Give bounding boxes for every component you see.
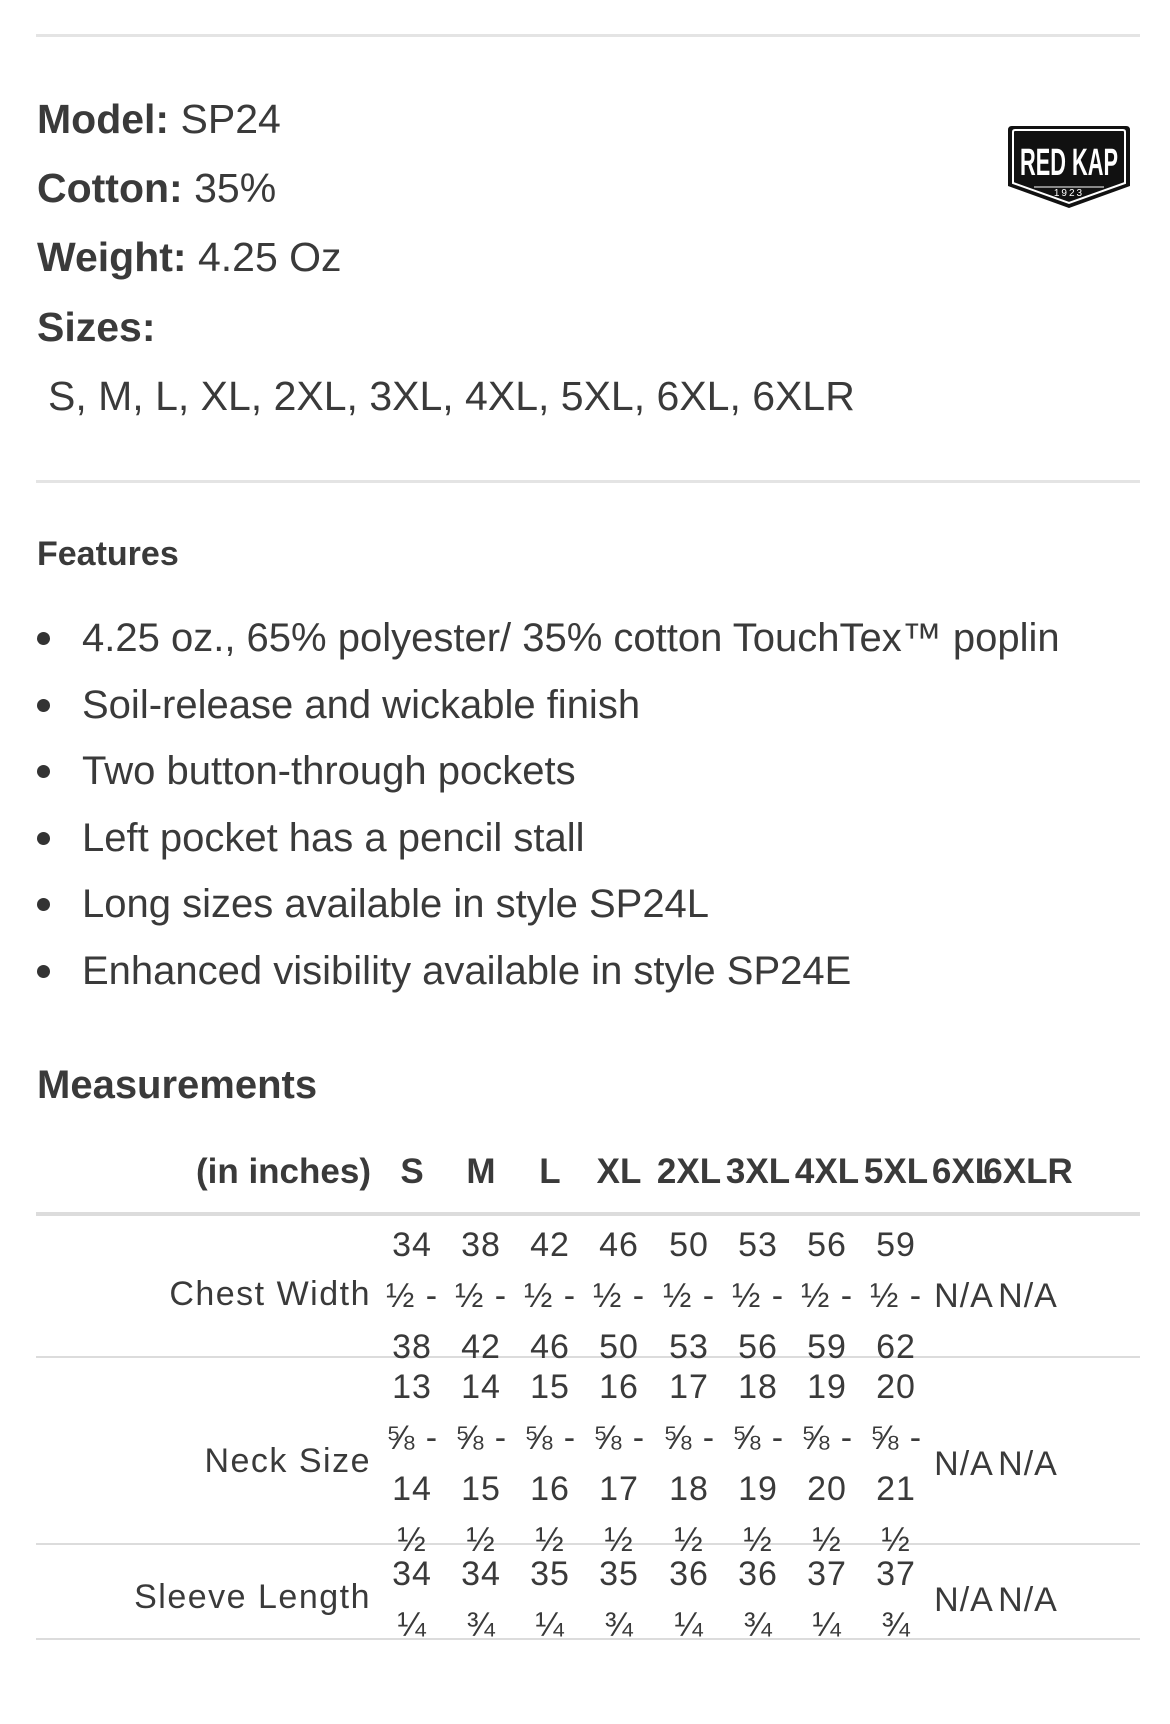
measurement-cell-line: 18 (738, 1368, 778, 1406)
measurement-cell-line: ½ - (869, 1277, 923, 1315)
size-column-header: 6XLR (983, 1152, 1073, 1191)
measurement-cell (929, 1439, 999, 1490)
measurement-cell-line: ¼ (535, 1606, 565, 1644)
spec-sizes (37, 302, 156, 352)
logo-year: 1923 (1053, 188, 1085, 199)
top-divider (36, 34, 1140, 37)
measurement-cell-line: ½ (674, 1521, 704, 1559)
measurement-cell-line: ½ (881, 1521, 911, 1559)
measurement-cell-line: ⅝ - (454, 1419, 508, 1457)
measurement-cell-line: 53 (669, 1328, 709, 1366)
measurement-cell-line: 46 (530, 1328, 570, 1366)
measurement-cell (584, 1362, 654, 1566)
measurement-cell-line: ½ - (523, 1277, 577, 1315)
measurement-cell-line: 36 (738, 1555, 778, 1593)
measurement-cell (377, 1220, 447, 1373)
size-column-header: 4XL (794, 1152, 860, 1191)
spec-model (37, 94, 281, 144)
measurement-cell-line: ⅝ - (592, 1419, 646, 1457)
measurement-cell-line: 59 (807, 1328, 847, 1366)
measurement-cell-line: ¼ (812, 1606, 842, 1644)
measurement-cell-line: ¼ (674, 1606, 704, 1644)
spec-model-label: Model: (37, 96, 170, 142)
measurement-cell-line: 42 (530, 1226, 570, 1264)
measurement-cell (654, 1549, 724, 1651)
spec-sizes-label: Sizes: (37, 304, 156, 350)
measurement-cell (654, 1220, 724, 1373)
measurement-cell-line: ⅝ - (523, 1419, 577, 1457)
measurement-cell-line: ½ - (731, 1277, 785, 1315)
measurement-cell-line: N/A (998, 1444, 1058, 1483)
measurement-cell (584, 1549, 654, 1651)
measurement-cell-line: 18 (669, 1470, 709, 1508)
measurement-cell (584, 1220, 654, 1373)
bullet-icon (37, 832, 50, 845)
spec-weight (37, 232, 342, 282)
measurement-cell (377, 1549, 447, 1651)
measurement-cell-line: 20 (807, 1470, 847, 1508)
feature-item: Enhanced visibility available in style SP24E (37, 946, 1060, 1013)
size-column-header: L (539, 1152, 561, 1191)
measurement-cell-line: 37 (876, 1555, 916, 1593)
measurement-cell-line: ¼ (397, 1606, 427, 1644)
measurement-cell-line: 56 (738, 1328, 778, 1366)
measurement-cell-line: 38 (461, 1226, 501, 1264)
measurement-cell-line: ½ - (454, 1277, 508, 1315)
measurement-cell (723, 1220, 793, 1373)
measurement-cell (723, 1362, 793, 1566)
measurement-cell (861, 1549, 931, 1651)
bullet-icon (37, 699, 50, 712)
features-list (37, 613, 1060, 1012)
measurement-cell (377, 1362, 447, 1566)
measurement-cell-line: ½ - (592, 1277, 646, 1315)
bullet-icon (37, 898, 50, 911)
measurement-cell (861, 1220, 931, 1373)
measurement-cell-line: 62 (876, 1328, 916, 1366)
sizes-list: S, M, L, XL, 2XL, 3XL, 4XL, 5XL, 6XL, 6XLR (48, 373, 855, 419)
row-label: Chest Width (169, 1274, 371, 1313)
measurement-cell-line: 34 (392, 1555, 432, 1593)
measurement-cell-line: 20 (876, 1368, 916, 1406)
measurement-cell-line: 17 (599, 1470, 639, 1508)
measurement-cell-line: ¾ (881, 1606, 911, 1644)
measurement-cell-line: 34 (392, 1226, 432, 1264)
row-label: Neck Size (204, 1442, 371, 1480)
measurement-cell (515, 1362, 585, 1566)
measurement-cell (446, 1362, 516, 1566)
measurement-cell-line: N/A (998, 1277, 1058, 1315)
size-column-header: 2XL (656, 1152, 722, 1191)
measurement-cell-line: ¾ (743, 1606, 773, 1644)
measurement-cell-line: 14 (392, 1470, 432, 1508)
measurement-cell-line: 59 (876, 1226, 916, 1264)
measurement-cell-line: ½ (535, 1521, 565, 1559)
size-column-header: XL (596, 1152, 642, 1191)
measurement-cell (929, 1575, 999, 1626)
spec-weight-label: Weight: (37, 234, 187, 280)
measurement-cell-line: 13 (392, 1368, 432, 1406)
measurement-cell-line: ½ - (662, 1277, 716, 1315)
row-label: Sleeve Length (134, 1578, 371, 1616)
measurement-cell-line: 17 (669, 1368, 709, 1406)
measurement-cell-line: ⅝ - (869, 1419, 923, 1457)
measurement-cell-line: 36 (669, 1555, 709, 1593)
feature-item: Long sizes available in style SP24L (37, 879, 1060, 946)
table-header-rule (36, 1212, 1140, 1216)
measurement-cell-line: 50 (669, 1226, 709, 1264)
measurement-cell-line: ¾ (604, 1606, 634, 1644)
measurement-cell-line: ½ - (800, 1277, 854, 1315)
size-column-header: 5XL (863, 1152, 929, 1191)
measurement-cell (723, 1549, 793, 1651)
measurement-cell (993, 1271, 1063, 1322)
spec-cotton (37, 163, 276, 213)
measurement-cell-line: ⅝ - (662, 1419, 716, 1457)
size-column-header: 3XL (725, 1152, 791, 1191)
measurement-cell-line: 56 (807, 1226, 847, 1264)
bullet-icon (37, 632, 50, 645)
measurement-cell-line: 35 (530, 1555, 570, 1593)
section-divider (36, 480, 1140, 483)
measurement-cell-line: ⅝ - (800, 1419, 854, 1457)
measurement-cell (792, 1549, 862, 1651)
size-column-header: S (400, 1152, 424, 1191)
measurement-cell-line: ½ (743, 1521, 773, 1559)
measurement-cell (446, 1549, 516, 1651)
measurement-cell-line: 38 (392, 1328, 432, 1366)
measurement-cell (993, 1575, 1063, 1626)
measurement-cell-line: 15 (461, 1470, 501, 1508)
measurement-cell (654, 1362, 724, 1566)
feature-item: 4.25 oz., 65% polyester/ 35% cotton TouchTex™ poplin (37, 613, 1060, 680)
measurement-cell-line: 50 (599, 1328, 639, 1366)
spec-cotton-value: 35% (194, 165, 277, 211)
measurement-cell-line: 35 (599, 1555, 639, 1593)
measurement-cell (792, 1362, 862, 1566)
measurement-cell-line: ⅝ - (385, 1419, 439, 1457)
feature-item: Two button-through pockets (37, 746, 1060, 813)
measurement-cell-line: 37 (807, 1555, 847, 1593)
measurement-cell-line: 19 (807, 1368, 847, 1406)
measurement-cell-line: ¾ (466, 1606, 496, 1644)
feature-item: Soil-release and wickable finish (37, 680, 1060, 747)
measurement-cell-line: 16 (530, 1470, 570, 1508)
measurement-cell-line: ½ (604, 1521, 634, 1559)
measurement-cell-line: 21 (876, 1470, 916, 1508)
measurement-cell-line: N/A (934, 1277, 994, 1315)
measurement-cell (929, 1271, 999, 1322)
measurement-cell-line: 15 (530, 1368, 570, 1406)
measurement-cell-line: 16 (599, 1368, 639, 1406)
measurement-cell (446, 1220, 516, 1373)
table-unit-label: (in inches) (195, 1152, 371, 1191)
measurement-cell-line: ½ (466, 1521, 496, 1559)
size-column-header: M (466, 1152, 496, 1191)
measurement-cell-line: 34 (461, 1555, 501, 1593)
measurement-cell-line: ⅝ - (731, 1419, 785, 1457)
measurement-cell (515, 1549, 585, 1651)
bullet-icon (37, 965, 50, 978)
measurement-cell-line: ½ (397, 1521, 427, 1559)
spec-cotton-label: Cotton: (37, 165, 183, 211)
spec-model-value: SP24 (180, 96, 281, 142)
measurement-cell-line: N/A (998, 1580, 1058, 1619)
measurement-cell-line: N/A (934, 1580, 994, 1619)
measurement-cell-line: N/A (934, 1444, 994, 1483)
red-kap-logo (1004, 124, 1134, 210)
features-title: Features (37, 535, 179, 573)
measurement-cell (515, 1220, 585, 1373)
measurement-cell (792, 1220, 862, 1373)
measurement-cell-line: 14 (461, 1368, 501, 1406)
spec-weight-value: 4.25 Oz (197, 234, 342, 280)
measurement-cell-line: 42 (461, 1328, 501, 1366)
measurements-title: Measurements (37, 1063, 318, 1107)
size-column-header: 6XL (931, 1152, 997, 1191)
bullet-icon (37, 765, 50, 778)
measurement-cell-line: 53 (738, 1226, 778, 1264)
measurement-cell (861, 1362, 931, 1566)
measurement-cell (993, 1439, 1063, 1490)
measurement-cell-line: ½ - (385, 1277, 439, 1315)
measurement-cell-line: 46 (599, 1226, 639, 1264)
measurement-cell-line: ½ (812, 1521, 842, 1559)
measurement-cell-line: 19 (738, 1470, 778, 1508)
logo-brand: RED KAP (1020, 142, 1118, 184)
feature-item: Left pocket has a pencil stall (37, 813, 1060, 880)
